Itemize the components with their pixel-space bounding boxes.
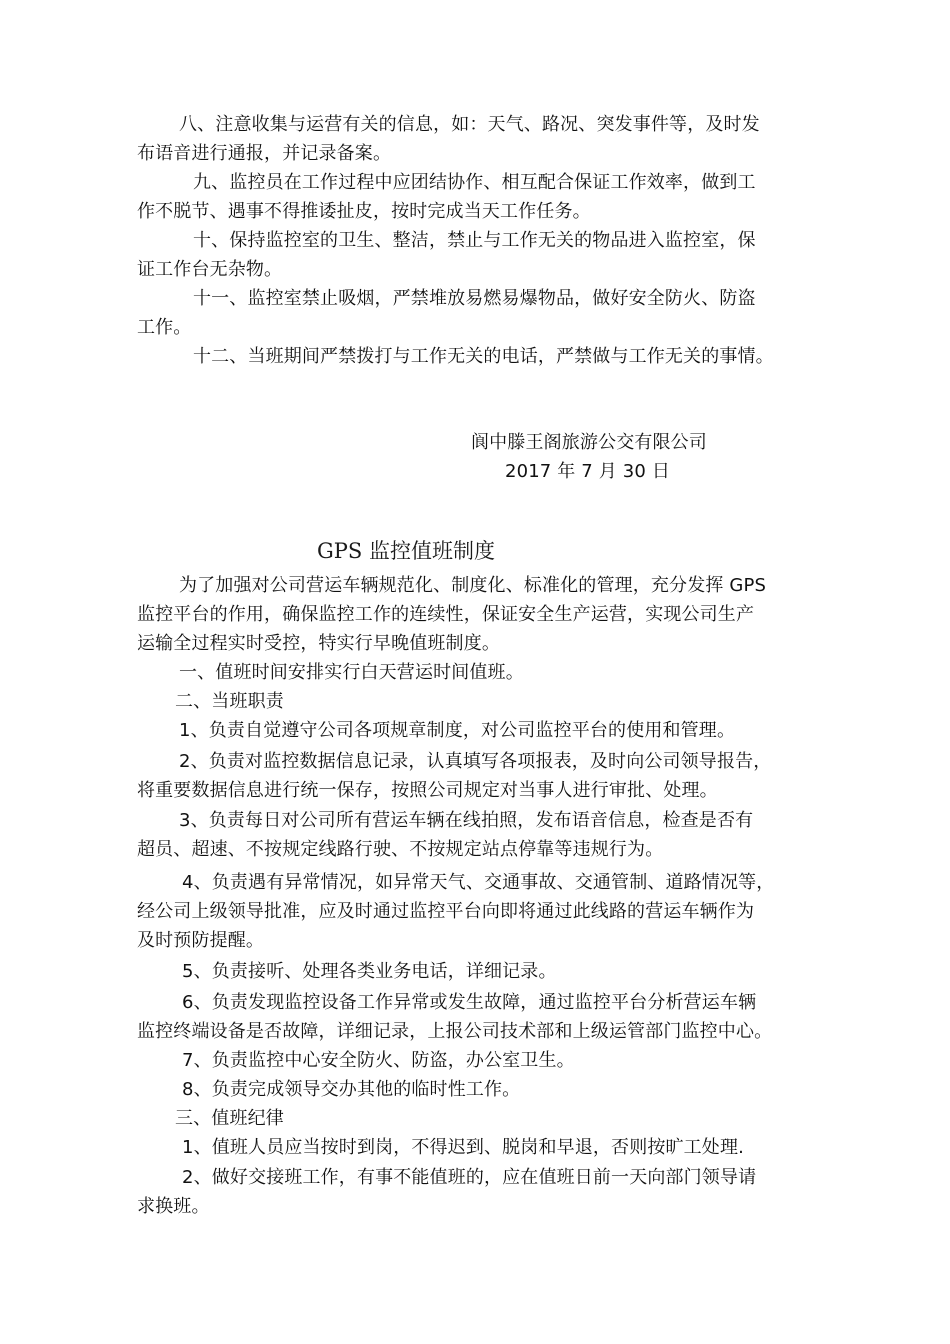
duty-4-line-3: 及时预防提醒。 [137, 930, 265, 951]
duty-5-line-1: 5、负责接听、处理各类业务电话，详细记录。 [182, 961, 557, 982]
rule-12-line-1: 十二、当班期间严禁拨打与工作无关的电话，严禁做与工作无关的事情。 [193, 346, 774, 367]
document-title: GPS 监控值班制度 [317, 539, 495, 563]
duty-6-line-1: 6、负责发现监控设备工作异常或发生故障，通过监控平台分析营运车辆 [182, 992, 757, 1013]
section-heading-1: 一、值班时间安排实行白天营运时间值班。 [179, 662, 524, 683]
discipline-2-line-2: 求换班。 [137, 1196, 210, 1217]
intro-line-3: 运输全过程实时受控，特实行早晚值班制度。 [137, 633, 500, 654]
intro-line-2: 监控平台的作用，确保监控工作的连续性，保证安全生产运营，实现公司生产 [137, 604, 755, 625]
intro-line-1: 为了加强对公司营运车辆规范化、制度化、标准化的管理，充分发挥 GPS [179, 575, 767, 596]
duty-4-line-2: 经公司上级领导批准，应及时通过监控平台向即将通过此线路的营运车辆作为 [137, 901, 755, 922]
duty-7-line-1: 7、负责监控中心安全防火、防盗，办公室卫生。 [182, 1050, 575, 1071]
duty-4-line-1: 4、负责遇有异常情况，如异常天气、交通事故、交通管制、道路情况等， [182, 872, 775, 893]
rule-9-line-2: 作不脱节、遇事不得推诿扯皮，按时完成当天工作任务。 [137, 201, 591, 222]
rule-10-line-1: 十、保持监控室的卫生、整洁，禁止与工作无关的物品进入监控室，保 [193, 230, 756, 251]
duty-1-line-1: 1、负责自觉遵守公司各项规章制度，对公司监控平台的使用和管理。 [179, 720, 736, 741]
signature-date: 2017 年 7 月 30 日 [505, 461, 671, 482]
rule-11-line-2: 工作。 [137, 317, 192, 338]
duty-3-line-2: 超员、超速、不按规定线路行驶、不按规定站点停靠等违规行为。 [137, 839, 664, 860]
signature-company: 阆中滕王阁旅游公交有限公司 [471, 432, 707, 453]
rule-8-line-1: 八、注意收集与运营有关的信息，如：天气、路况、突发事件等，及时发 [179, 114, 760, 135]
section-heading-3: 三、值班纪律 [175, 1108, 284, 1129]
duty-8-line-1: 8、负责完成领导交办其他的临时性工作。 [182, 1079, 521, 1100]
rule-8-line-2: 布语音进行通报，并记录备案。 [137, 143, 392, 164]
rule-11-line-1: 十一、监控室禁止吸烟，严禁堆放易燃易爆物品，做好安全防火、防盗 [193, 288, 756, 309]
duty-3-line-1: 3、负责每日对公司所有营运车辆在线拍照，发布语音信息，检查是否有 [179, 810, 754, 831]
rule-10-line-2: 证工作台无杂物。 [137, 259, 283, 280]
duty-2-line-1: 2、负责对监控数据信息记录，认真填写各项报表，及时向公司领导报告， [179, 751, 772, 772]
discipline-1-line-1: 1、值班人员应当按时到岗，不得迟到、脱岗和早退，否则按旷工处理. [182, 1137, 744, 1158]
duty-6-line-2: 监控终端设备是否故障，详细记录，上报公司技术部和上级运管部门监控中心。 [137, 1021, 773, 1042]
rule-9-line-1: 九、监控员在工作过程中应团结协作、相互配合保证工作效率，做到工 [193, 172, 756, 193]
section-heading-2: 二、当班职责 [175, 691, 284, 712]
discipline-2-line-1: 2、做好交接班工作，有事不能值班的，应在值班日前一天向部门领导请 [182, 1167, 757, 1188]
duty-2-line-2: 将重要数据信息进行统一保存，按照公司规定对当事人进行审批、处理。 [137, 780, 718, 801]
